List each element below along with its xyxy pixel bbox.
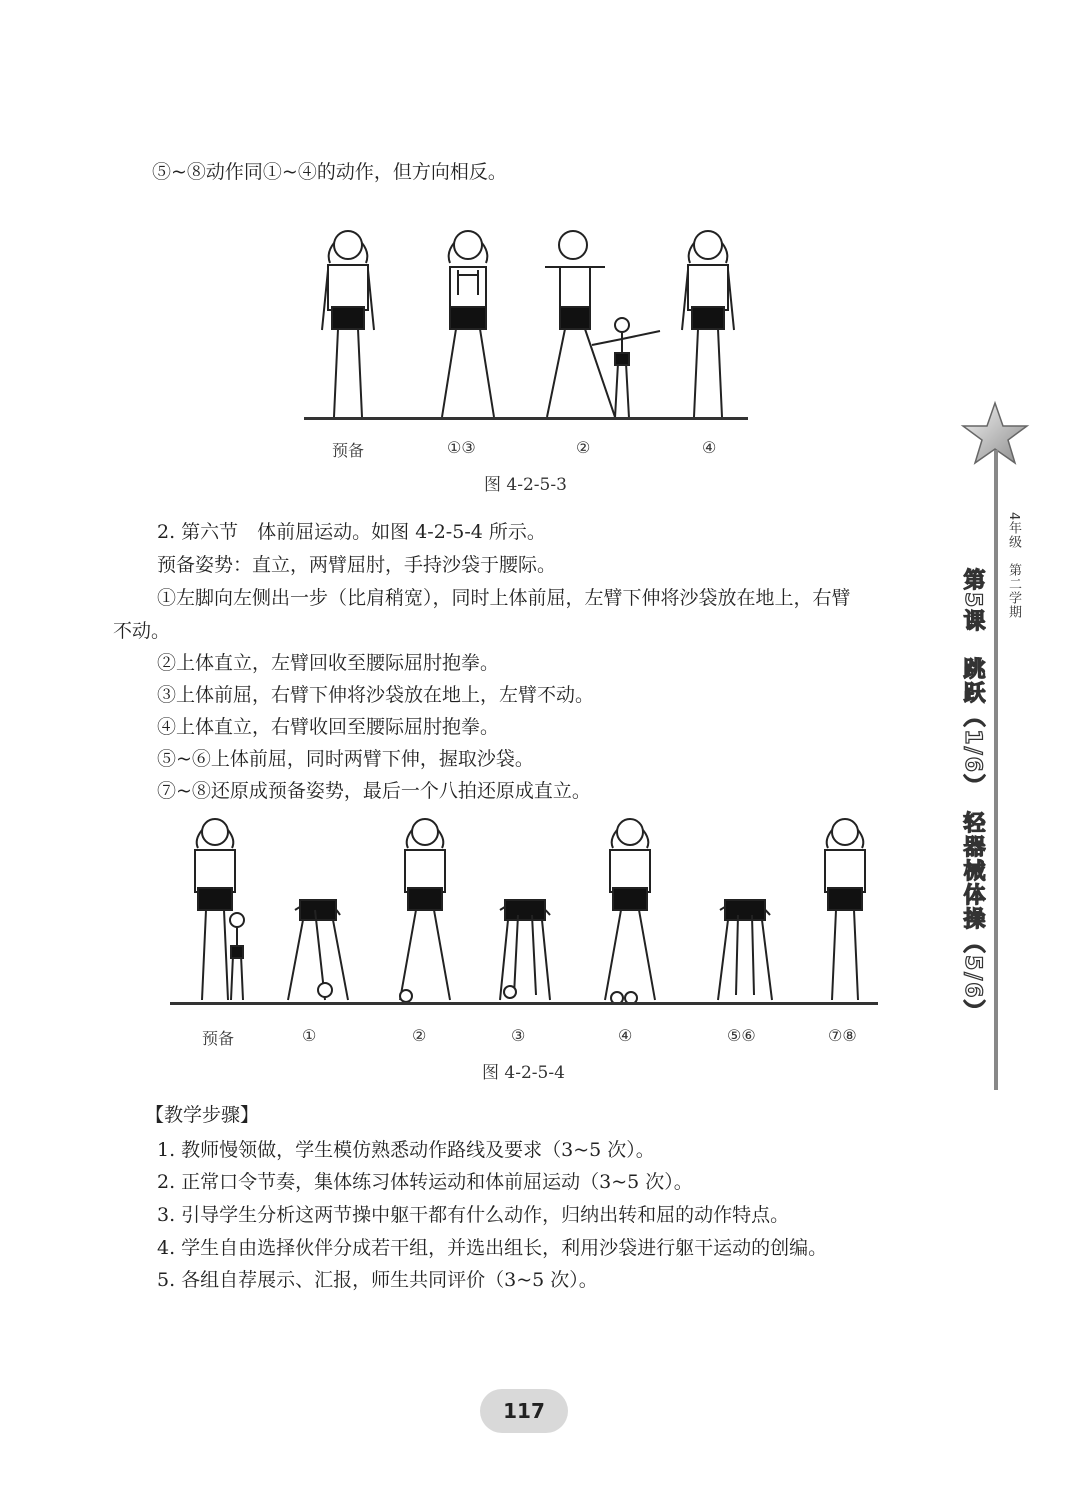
section-line-3: ②上体直立，左臂回收至腰际屈肘抱拳。 bbox=[157, 652, 500, 674]
figure2-caption: 图 4-2-5-4 bbox=[482, 1063, 565, 1083]
figure1-person-small bbox=[592, 318, 660, 418]
section-line-2: 不动。 bbox=[113, 620, 171, 642]
figure2-label-2: ② bbox=[412, 1026, 427, 1045]
side-divider bbox=[994, 450, 998, 1090]
figure2-person-ready bbox=[195, 819, 235, 1000]
figure2-person-1 bbox=[288, 900, 348, 1000]
figure1-person-2 bbox=[545, 231, 615, 417]
section-line-0: 预备姿势：直立，两臂屈肘，手持沙袋于腰际。 bbox=[157, 554, 557, 576]
figure1-ground-line bbox=[304, 417, 748, 420]
section-title: 2. 第六节 体前屈运动。如图 4-2-5-4 所示。 bbox=[157, 521, 546, 543]
section-line-5: ④上体直立，右臂收回至腰际屈肘抱拳。 bbox=[157, 716, 500, 738]
figure2-ground-line bbox=[170, 1002, 878, 1005]
figure-2-illustration bbox=[170, 810, 880, 1010]
figure2-person-3 bbox=[500, 900, 550, 1000]
figure-4-2-5-4 bbox=[170, 810, 880, 1010]
figure1-caption: 图 4-2-5-3 bbox=[484, 475, 567, 495]
figure2-person-78 bbox=[825, 819, 865, 1000]
figure2-person-56 bbox=[718, 900, 772, 1000]
figure2-person-small bbox=[230, 913, 244, 1000]
grade-semester-label: 4年级 第二学期 bbox=[1006, 512, 1021, 620]
figure2-label-5: ⑤⑥ bbox=[727, 1026, 756, 1045]
figure1-person-4 bbox=[682, 231, 734, 417]
section-line-4: ③上体前屈，右臂下伸将沙袋放在地上，左臂不动。 bbox=[157, 684, 595, 706]
page-number-badge bbox=[480, 1389, 568, 1433]
figure1-label-1: ①③ bbox=[447, 438, 476, 457]
section-line-7: ⑦~⑧还原成预备姿势，最后一个八拍还原成直立。 bbox=[157, 780, 591, 802]
figure-4-2-5-3 bbox=[300, 215, 750, 430]
lesson-label: 第5课 跳跃（1/6） 轻器械体操（5/6） bbox=[960, 568, 985, 1024]
figure2-label-6: ⑦⑧ bbox=[828, 1026, 857, 1045]
teaching-step-1: 1. 教师慢领做，学生模仿熟悉动作路线及要求（3~5 次）。 bbox=[157, 1139, 655, 1161]
teaching-step-4: 4. 学生自由选择伙伴分成若干组，并选出组长，利用沙袋进行躯干运动的创编。 bbox=[157, 1237, 828, 1259]
teaching-step-3: 3. 引导学生分析这两节操中躯干都有什么动作，归纳出转和屈的动作特点。 bbox=[157, 1204, 790, 1226]
figure1-label-3: ④ bbox=[702, 438, 717, 457]
figure2-person-4 bbox=[605, 819, 655, 1004]
figure2-label-0: 预备 bbox=[202, 1029, 235, 1048]
figure1-person-13 bbox=[442, 231, 494, 417]
teaching-step-2: 2. 正常口令节奏，集体练习体转运动和体前屈运动（3~5 次）。 bbox=[157, 1171, 693, 1193]
section-line-6: ⑤~⑥上体前屈，同时两臂下伸，握取沙袋。 bbox=[157, 748, 534, 770]
figure1-label-2: ② bbox=[576, 438, 591, 457]
figure1-person-ready bbox=[322, 231, 374, 417]
figure1-label-0: 预备 bbox=[332, 441, 365, 460]
section-line-1: ①左脚向左侧出一步（比肩稍宽），同时上体前屈，左臂下伸将沙袋放在地上，右臂 bbox=[157, 587, 851, 609]
figure-1-illustration bbox=[300, 215, 750, 430]
page-number: 117 bbox=[503, 1399, 545, 1423]
teaching-heading: 【教学步骤】 bbox=[145, 1104, 260, 1126]
figure2-label-3: ③ bbox=[511, 1026, 526, 1045]
intro-line: ⑤~⑧动作同①~④的动作，但方向相反。 bbox=[152, 161, 507, 183]
teaching-step-5: 5. 各组自荐展示、汇报，师生共同评价（3~5 次）。 bbox=[157, 1269, 598, 1291]
figure2-label-4: ④ bbox=[618, 1026, 633, 1045]
figure2-label-1: ① bbox=[302, 1026, 317, 1045]
figure2-person-2 bbox=[400, 819, 450, 1002]
